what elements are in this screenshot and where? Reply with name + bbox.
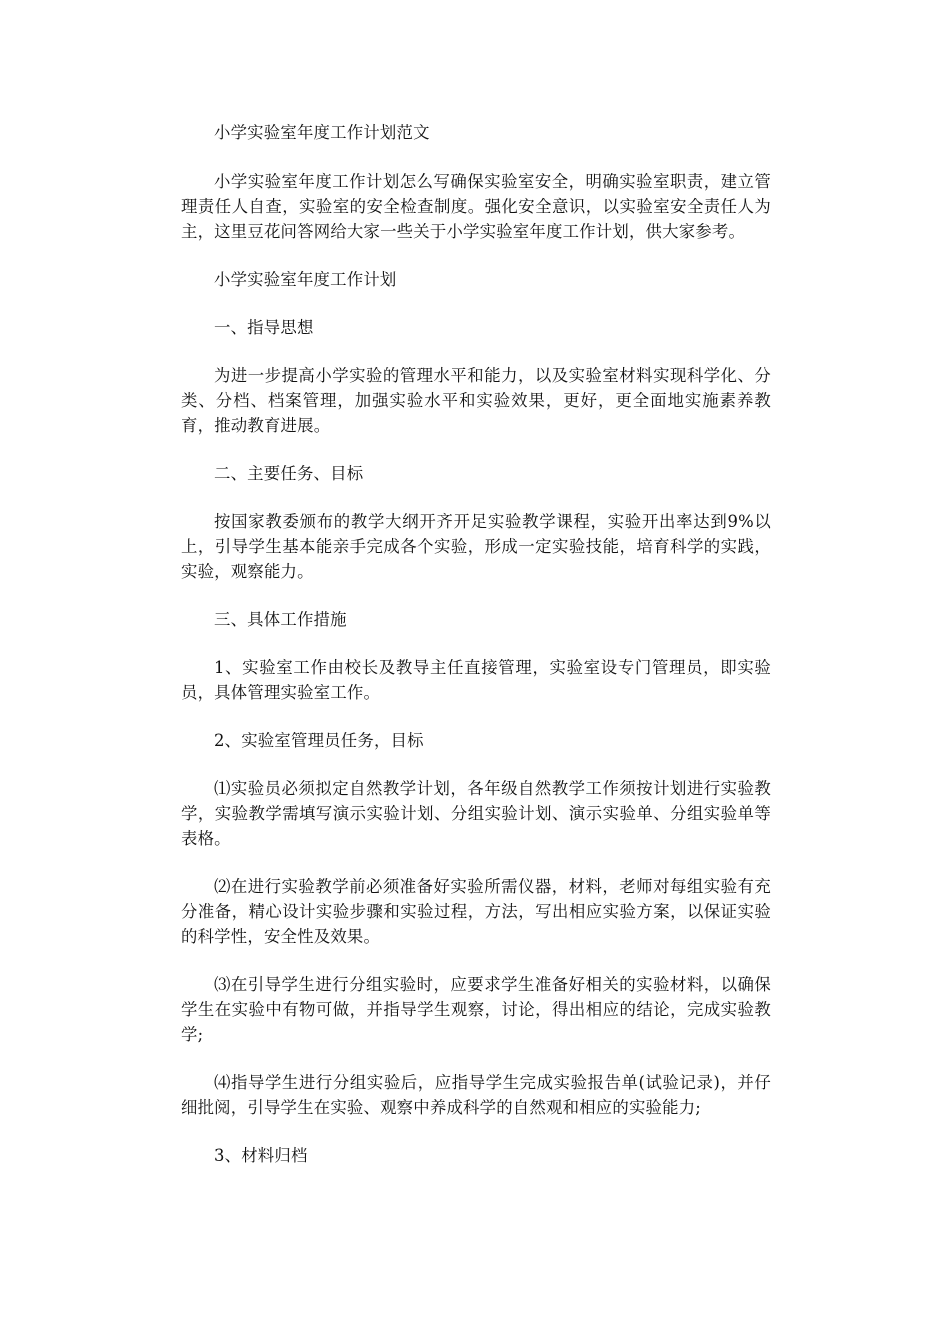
document-title: 小学实验室年度工作计划范文 — [214, 123, 430, 142]
measure-item-3: 3、材料归档 — [214, 1146, 308, 1165]
sub-item-2: ⑵在进行实验教学前必须准备好实验所需仪器，材料，老师对每组实验有充分准备，精心设计实验步骤和实验过程，方法，写出相应实验方案，以保证实验的科学性，安全性及效果。 — [181, 877, 771, 946]
document-page — [181, 120, 771, 1191]
section-heading-main-tasks: 二、主要任务、目标 — [214, 464, 364, 483]
measure-item-2: 2、实验室管理员任务，目标 — [214, 731, 424, 750]
plan-heading: 小学实验室年度工作计划 — [214, 270, 397, 289]
section-heading-guiding-ideas: 一、指导思想 — [214, 318, 314, 337]
main-tasks-paragraph: 按国家教委颁布的教学大纲开齐开足实验教学课程，实验开出率达到9%以上，引导学生基本能亲手完成各个实验，形成一定实验技能，培育科学的实践，实验，观察能力。 — [181, 512, 771, 581]
sub-item-1: ⑴实验员必须拟定自然教学计划，各年级自然教学工作须按计划进行实验教学，实验教学需填写演示实验计划、分组实验计划、演示实验单、分组实验单等表格。 — [181, 779, 771, 848]
guiding-ideas-paragraph: 为进一步提高小学实验的管理水平和能力，以及实验室材料实现科学化、分类、分档、档案管理，加强实验水平和实验效果，更好，更全面地实施素养教育，推动教育进展。 — [181, 366, 771, 435]
measure-item-1: 1、实验室工作由校长及教导主任直接管理，实验室设专门管理员，即实验员，具体管理实验室工作。 — [181, 658, 771, 702]
section-heading-work-measures: 三、具体工作措施 — [214, 610, 347, 629]
sub-item-3: ⑶在引导学生进行分组实验时，应要求学生准备好相关的实验材料，以确保学生在实验中有物可做，并指导学生观察，讨论，得出相应的结论，完成实验教学; — [181, 975, 771, 1044]
sub-item-4: ⑷指导学生进行分组实验后，应指导学生完成实验报告单(试验记录)，并仔细批阅，引导学生在实验、观察中养成科学的自然观和相应的实验能力; — [181, 1073, 771, 1117]
intro-paragraph: 小学实验室年度工作计划怎么写确保实验室安全，明确实验室职责，建立管理责任人自查，实验室的安全检查制度。强化安全意识，以实验室安全责任人为主，这里豆花问答网给大家一些关于小学实验室年度工作计划，供大家参考。 — [181, 172, 771, 241]
